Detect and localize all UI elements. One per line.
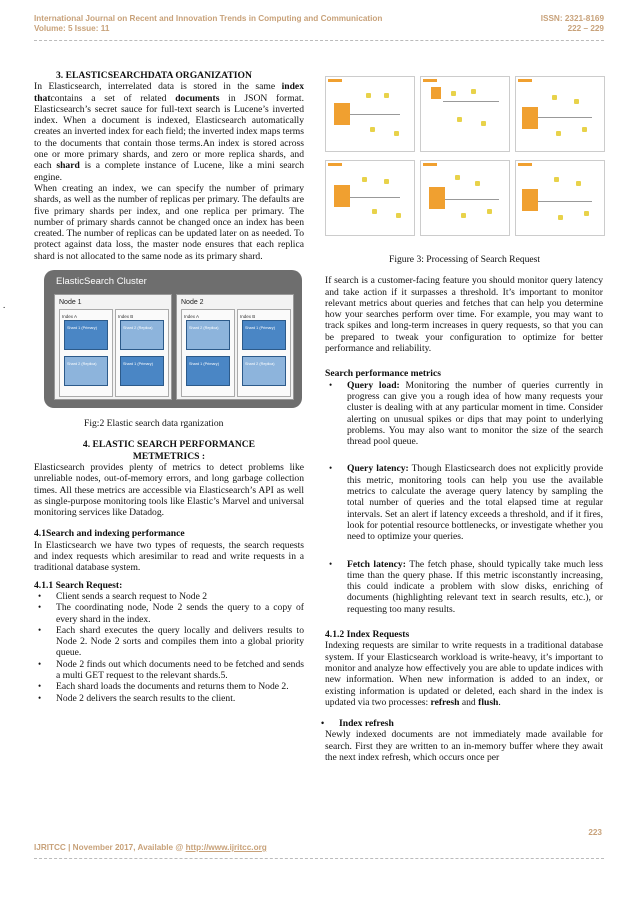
section-3-paragraph-1: In Elasticsearch, interrelated data is stored in the same index thatcontains a set of related documents in JSON format. Elasticsearch’s secret sauce for full-text search is Lucene’s inverted index. When a document is indexed, Elasticsearch automatically creates an inverted index for each field; the inverted index maps terms to the documents that contain those terms.An index is stored across one or more primary shards, and zero or more replica shards, and each shard is a complete instance of Lucene, like a mini search engine. [34,81,304,183]
index-refresh-paragraph: Newly indexed documents are not immediately made available for search. First they are written to an in-memory buffer where they await the next index refresh, which occurs once per [325,729,603,763]
footer: IJRITCC | November 2017, Available @ http://www.ijritcc.org [34,843,267,852]
figure-3-search-processing [325,76,603,248]
cluster-title: ElasticSearch Cluster [56,276,147,288]
page-range: 222 – 229 [567,24,604,33]
index-refresh-list [325,718,603,729]
section-4-1-2-heading: 4.1.2 Index Requests [325,629,410,641]
list-item: • Node 2 finds out which documents need to be fetched and sends a multi GET request to the relevant shards.5. [48,659,304,682]
journal-volume: Volume: 5 Issue: 11 [34,24,110,33]
list-item: • Node 2 delivers the search results to the client. [48,693,304,704]
shard-primary: Shard 1 (Primary) [186,356,230,386]
list-item: • Each shard loads the documents and returns them to Node 2. [48,681,304,692]
node-2: Node 2 Index A Shard 2 (Replica) Shard 1 (Primary) Index B Shard 1 (Primary) Shard 2 (Replica) [176,294,294,400]
section-4-1-paragraph: In Elasticsearch we have two types of requests, the search requests and index requests which aresimilar to read and write requests in a traditional database system. [34,539,304,574]
header-divider [34,40,604,41]
shard-primary: Shard 1 (Primary) [120,356,164,386]
index-b: Index B Shard 2 (Replica) Shard 1 (Primary) [115,309,169,397]
figure-2-cluster-diagram [44,270,302,408]
section-4-1-1-heading: 4.1.1 Search Request: [34,579,123,591]
search-metrics-list [325,380,603,615]
shard-primary: Shard 1 (Primary) [64,320,108,350]
right-column [325,76,603,763]
journal-name: International Journal on Recent and Innovation Trends in Computing and Communication [34,14,383,23]
section-4-heading-line-1: 4. ELASTIC SEARCH PERFORMANCE [82,439,256,451]
stray-mark: . [3,300,6,310]
list-item: • The coordinating node, Node 2 sends the query to a copy of every shard in the index. [48,602,304,625]
issn: ISSN: 2321-8169 [540,14,604,23]
shard-primary: Shard 1 (Primary) [242,320,286,350]
list-item: • Fetch latency: The fetch phase, should typically take much less time than the query phase. If this metric isconstantly increasing, this could indicate a problem with slow disks, enriching of documents (highlighting relevant text in search results, etc.), or requesting too many results. [339,559,603,615]
panel-4 [325,160,415,236]
index-b: Index B Shard 1 (Primary) Shard 2 (Replica) [237,309,291,397]
journal-link[interactable]: http://www.ijritcc.org [185,843,267,852]
list-item: • Client sends a search request to Node 2 [48,591,304,602]
search-request-steps [34,591,304,704]
node-1: Node 1 Index A Shard 1 (Primary) Shard 2 (Replica) Index B Shard 2 (Replica) Shard 1 (Primary) [54,294,172,400]
list-item: • Query latency: Though Elasticsearch does not explicitly provide this metric, monitoring tools can help you use the available metrics to calculate the average query latency by sampling the total number of queries and the total elapsed time at regular intervals. Set an alert if latency exceeds a threshold, and if it fires, look for potential resource bottlenecks, or investigate whether you need to optimize your queries. [339,463,603,542]
section-4-heading-line-2: METMETRICS : [132,450,206,462]
index-refresh-heading: • Index refresh [331,718,603,729]
shard-replica: Shard 2 (Replica) [242,356,286,386]
panel-5 [420,160,510,236]
figure-3-caption: Figure 3: Processing of Search Request [389,254,541,265]
search-metrics-heading: Search performance metrics [325,368,441,380]
footer-divider [34,858,604,859]
section-3-heading: 3. ELASTICSEARCHDATA ORGANIZATION [56,70,252,81]
section-4-1-heading: 4.1Search and indexing performance [34,528,185,540]
index-requests-paragraph: Indexing requests are similar to write requests in a traditional database system. If your Elasticsearch workload is write-heavy, it’s important to monitor and analyze how effectively you are able to update indices with new information. When new information is added to an index, or existing information is updated or deleted, each shard in the index is updated via two processes: refresh and flush. [325,640,603,708]
list-item: • Each shard executes the query locally and delivers results to Node 2. Node 2 sorts and compiles them into a global priority queue. [48,625,304,659]
monitoring-paragraph: If search is a customer-facing feature you should monitor query latency and take action if it surpasses a threshold. It’s important to monitor relevant metrics about queries and fetches that can help you determine how your searches perform over time. For example, you may want to track spikes and long-term increases in query requests, so that you can be prepared to tweak your configuration to optimize for better performance and reliability. [325,275,603,355]
section-3-paragraph-2: When creating an index, we can specify the number of primary shards, as well as the number of replicas per primary. The defaults are five primary shards per index, and one replica per primary. The number of primary shards cannot be changed once an index has been created. The number of replicas can be updated later on as needed. To protect against data loss, the master node ensures that each replica shard is not allocated to the same node as its primary shard. [34,182,304,262]
panel-2 [420,76,510,152]
panel-1 [325,76,415,152]
page-number: 223 [588,828,602,837]
panel-6 [515,160,605,236]
index-a: Index A Shard 2 (Replica) Shard 1 (Primary) [181,309,235,397]
list-item: • Query load: Monitoring the number of queries currently in progress can give you a rough idea of how many requests your cluster is dealing with at any particular moment in time. Consider alerting on unusual spikes or dips that may point to underlying problems. You may also want to monitor the size of the search thread pool queue. [339,380,603,448]
figure-2-caption: Fig:2 Elastic search data rganization [84,418,224,430]
shard-replica: Shard 2 (Replica) [64,356,108,386]
shard-replica: Shard 2 (Replica) [186,320,230,350]
index-a: Index A Shard 1 (Primary) Shard 2 (Replica) [59,309,113,397]
shard-replica: Shard 2 (Replica) [120,320,164,350]
left-column [34,70,304,704]
section-4-paragraph: Elasticsearch provides plenty of metrics to detect problems like unreliable nodes, out-of-memory errors, and long garbage collection times. All these metrics are accessible via Elasticsearch’s API as well as single-purpose monitoring tools like Elastic’s Marvel and universal monitoring services like Datadog. [34,461,304,519]
panel-3 [515,76,605,152]
